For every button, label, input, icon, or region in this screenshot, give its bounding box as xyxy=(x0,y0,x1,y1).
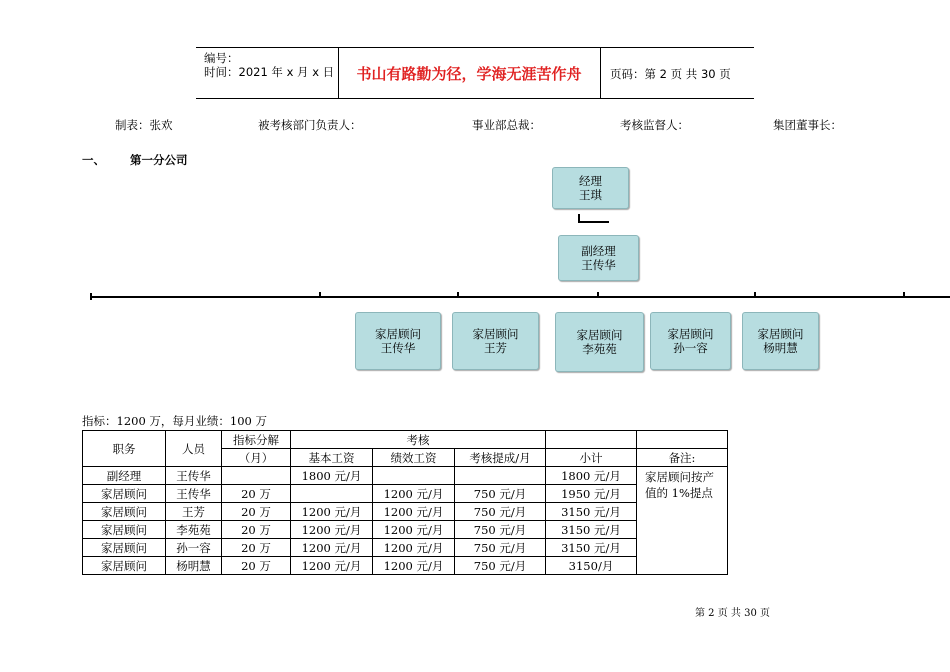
org-connector xyxy=(578,221,609,223)
cell-base-salary: 1200 元/月 xyxy=(291,503,373,521)
signature-supervisor: 考核监督人： xyxy=(620,118,689,132)
table-row xyxy=(83,521,728,539)
header-person: 人员 xyxy=(166,431,222,467)
signature-dept-head: 被考核部门负责人： xyxy=(258,118,362,132)
cell-subtotal: 1950 元/月 xyxy=(546,485,637,503)
header-meta xyxy=(204,51,334,79)
cell-commission: 750 元/月 xyxy=(455,485,546,503)
cell-performance-salary: 1200 元/月 xyxy=(373,521,455,539)
cell-subtotal: 3150 元/月 xyxy=(546,539,637,557)
cell-person: 杨明慧 xyxy=(166,557,222,575)
table-header-row xyxy=(83,431,728,449)
table-caption: 指标：1200 万，每月业绩：100 万 xyxy=(82,414,268,428)
cell-person: 王芳 xyxy=(166,503,222,521)
cell-base-salary: 1200 元/月 xyxy=(291,521,373,539)
header-blank xyxy=(546,431,637,449)
header-target-unit: （月） xyxy=(222,449,291,467)
header-commission: 考核提成/月 xyxy=(455,449,546,467)
cell-person: 李苑苑 xyxy=(166,521,222,539)
org-box-deputy xyxy=(558,235,639,281)
cell-base-salary: 1200 元/月 xyxy=(291,539,373,557)
cell-person: 孙一容 xyxy=(166,539,222,557)
table-row xyxy=(83,467,728,485)
cell-commission: 750 元/月 xyxy=(455,539,546,557)
cell-position: 副经理 xyxy=(83,467,166,485)
org-box-title: 家居顾问 xyxy=(472,327,519,341)
cell-subtotal: 1800 元/月 xyxy=(546,467,637,485)
header-subtotal: 小计 xyxy=(546,449,637,467)
cell-target: 20 万 xyxy=(222,539,291,557)
org-box-title: 家居顾问 xyxy=(667,327,714,341)
org-tick xyxy=(903,292,905,298)
org-box-title: 家居顾问 xyxy=(576,328,623,342)
header-divider xyxy=(600,48,601,98)
org-tick xyxy=(457,292,459,298)
org-box-title: 经理 xyxy=(579,174,602,188)
org-horizontal-line xyxy=(90,296,950,298)
org-tick xyxy=(597,292,599,298)
org-box-name: 杨明慧 xyxy=(763,341,798,355)
signature-preparer: 制表：张欢 xyxy=(115,118,173,132)
cell-base-salary xyxy=(291,485,373,503)
cell-performance-salary: 1200 元/月 xyxy=(373,539,455,557)
header-motto: 书山有路勤为径，学海无涯苦作舟 xyxy=(356,65,582,83)
cell-subtotal: 3150 元/月 xyxy=(546,503,637,521)
cell-target: 20 万 xyxy=(222,503,291,521)
header-assessment: 考核 xyxy=(291,431,546,449)
org-tick xyxy=(90,293,92,300)
org-box-name: 王琪 xyxy=(579,188,602,202)
header-base-salary: 基本工资 xyxy=(291,449,373,467)
cell-commission: 750 元/月 xyxy=(455,521,546,539)
table-row xyxy=(83,485,728,503)
org-box-consultant xyxy=(355,312,441,370)
cell-remark: 家居顾问按产值的 1%提点 xyxy=(637,467,728,575)
org-box-consultant xyxy=(650,312,731,370)
cell-base-salary: 1200 元/月 xyxy=(291,557,373,575)
header-remarks: 备注: xyxy=(637,449,728,467)
document-date: 时间：2021 年 x 月 x 日 xyxy=(204,65,335,79)
cell-commission: 750 元/月 xyxy=(455,503,546,521)
table-row xyxy=(83,503,728,521)
header-target: 指标分解 xyxy=(222,431,291,449)
table-row xyxy=(83,539,728,557)
signature-president: 事业部总裁： xyxy=(472,118,541,132)
header-blank xyxy=(637,431,728,449)
cell-subtotal: 3150/月 xyxy=(546,557,637,575)
org-box-title: 家居顾问 xyxy=(757,327,804,341)
cell-base-salary: 1800 元/月 xyxy=(291,467,373,485)
org-tick xyxy=(319,292,321,298)
document-header xyxy=(196,47,754,99)
cell-performance-salary: 1200 元/月 xyxy=(373,503,455,521)
org-box-title: 副经理 xyxy=(581,244,616,258)
signature-chairman: 集团董事长： xyxy=(773,118,842,132)
table-row xyxy=(83,557,728,575)
org-box-manager xyxy=(552,167,629,209)
section-title: 第一分公司 xyxy=(130,153,188,167)
cell-target: 20 万 xyxy=(222,521,291,539)
section-number: 一、 xyxy=(82,153,105,167)
cell-performance-salary: 1200 元/月 xyxy=(373,557,455,575)
document-number-label: 编号： xyxy=(204,51,239,65)
page-footer: 第 2 页 共 30 页 xyxy=(695,608,770,619)
cell-position: 家居顾问 xyxy=(83,539,166,557)
cell-position: 家居顾问 xyxy=(83,503,166,521)
cell-performance-salary: 1200 元/月 xyxy=(373,485,455,503)
cell-commission xyxy=(455,467,546,485)
org-box-name: 王芳 xyxy=(484,341,507,355)
org-box-name: 王传华 xyxy=(581,258,616,272)
cell-position: 家居顾问 xyxy=(83,485,166,503)
cell-commission: 750 元/月 xyxy=(455,557,546,575)
header-performance-salary: 绩效工资 xyxy=(373,449,455,467)
org-box-consultant xyxy=(742,312,819,370)
cell-subtotal: 3150 元/月 xyxy=(546,521,637,539)
org-box-consultant xyxy=(452,312,539,370)
cell-target: 20 万 xyxy=(222,485,291,503)
header-page-info: 页码：第 2 页 共 30 页 xyxy=(610,67,731,81)
cell-target xyxy=(222,467,291,485)
org-box-name: 王传华 xyxy=(380,341,416,355)
org-tick xyxy=(754,292,756,298)
org-box-name: 李苑苑 xyxy=(582,342,617,356)
cell-person: 王传华 xyxy=(166,485,222,503)
org-box-consultant xyxy=(555,312,644,372)
cell-performance-salary xyxy=(373,467,455,485)
cell-position: 家居顾问 xyxy=(83,557,166,575)
cell-position: 家居顾问 xyxy=(83,521,166,539)
org-box-title: 家居顾问 xyxy=(375,327,421,341)
salary-table xyxy=(82,430,728,575)
cell-target: 20 万 xyxy=(222,557,291,575)
cell-person: 王传华 xyxy=(166,467,222,485)
header-position: 职务 xyxy=(83,431,166,467)
org-box-name: 孙一容 xyxy=(673,341,708,355)
